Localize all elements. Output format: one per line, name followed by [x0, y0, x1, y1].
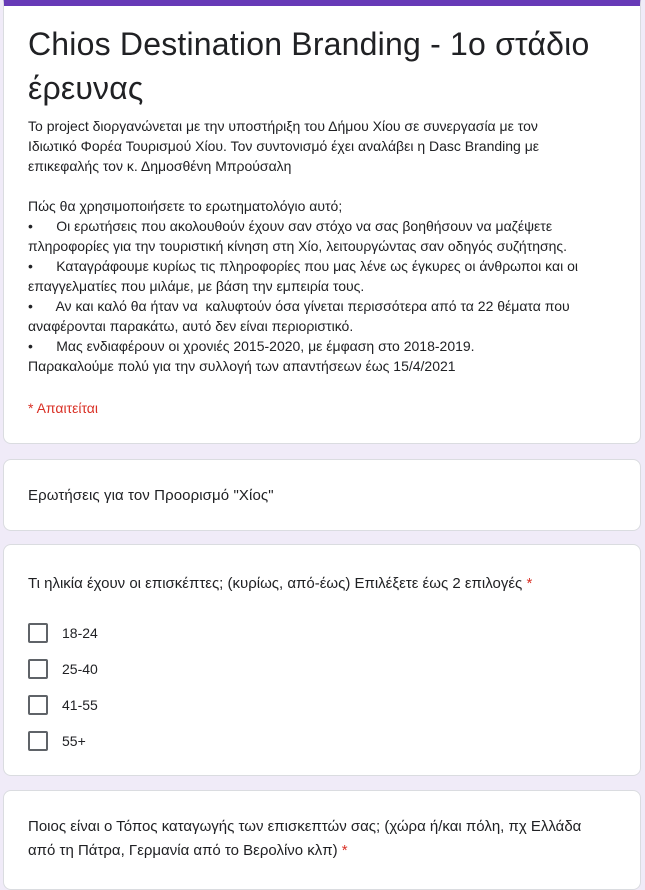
option-41-55[interactable]: [28, 687, 98, 723]
section-card: [3, 459, 641, 531]
required-asterisk: *: [341, 842, 348, 859]
description-line: • Οι ερωτήσεις που ακολουθούν έχουν σαν στόχο να σας βοηθήσουν να μαζέψετε: [28, 218, 553, 234]
checkbox-group: [28, 615, 98, 759]
option-label: 55+: [62, 733, 86, 749]
description-line: επαγγελματίες που μιλάμε, με βάση την εμπειρία τους.: [28, 278, 365, 294]
description-line: • Καταγράφουμε κυρίως τις πληροφορίες που μας λένε ως έγκυρες οι άνθρωποι και οι: [28, 258, 578, 274]
description-line: Παρακαλούμε πολύ για την συλλογή των απαντήσεων έως 15/4/2021: [28, 358, 456, 374]
required-note: * Απαιτείται: [28, 400, 98, 416]
description-line: Ιδιωτικό Φορέα Τουρισμού Χίου. Τον συντονισμό έχει αναλάβει η Dasc Branding με: [28, 138, 540, 154]
description-line: • Μας ενδιαφέρουν οι χρονιές 2015-2020, με έμφαση στο 2018-2019.: [28, 338, 475, 354]
checkbox[interactable]: [28, 623, 48, 643]
description-spacer: [28, 176, 624, 196]
question-text: Ποιος είναι ο Τόπος καταγωγής των επισκεπτών σας; (χώρα ή/και πόλη, πχ Ελλάδα από τη Πάτρα, Γερμανία από το Βερολίνο κλπ): [28, 818, 582, 859]
description-line: Πώς θα χρησιμοποιήσετε το ερωτηματολόγιο αυτό;: [28, 198, 343, 214]
option-label: 18-24: [62, 625, 98, 641]
checkbox[interactable]: [28, 695, 48, 715]
description-line: αναφέρονται παρακάτω, αυτό δεν είναι περιοριστικό.: [28, 318, 354, 334]
question-age-card: [3, 544, 641, 776]
form-title: Chios Destination Branding - 1ο στάδιο έρευνας: [28, 26, 590, 106]
form-header-card: [3, 0, 641, 444]
question-origin-card: [3, 790, 641, 890]
description-line: Το project διοργανώνεται με την υποστήριξη του Δήμου Χίου σε συνεργασία με τον: [28, 118, 538, 134]
option-label: 25-40: [62, 661, 98, 677]
option-55-plus[interactable]: [28, 723, 98, 759]
question-text: Τι ηλικία έχουν οι επισκέπτες; (κυρίως, από-έως) Επιλέξετε έως 2 επιλογές: [28, 575, 523, 592]
description-line: • Αν και καλό θα ήταν να καλυφτούν όσα γίνεται περισσότερα από τα 22 θέματα που: [28, 298, 570, 314]
checkbox[interactable]: [28, 659, 48, 679]
description-line: επικεφαλής τον κ. Δημοσθένη Μπρούσαλη: [28, 158, 292, 174]
form-description: [28, 116, 624, 376]
question-title: [28, 815, 608, 863]
required-asterisk: *: [526, 575, 533, 592]
option-label: 41-55: [62, 697, 98, 713]
section-title: Ερωτήσεις για τον Προορισμό "Χίος": [28, 487, 274, 504]
option-18-24[interactable]: [28, 615, 98, 651]
checkbox[interactable]: [28, 731, 48, 751]
option-25-40[interactable]: [28, 651, 98, 687]
description-line: πληροφορίες για την τουριστική κίνηση στη Χίο, λειτουργώντας σαν οδηγός συζήτησης.: [28, 238, 568, 254]
question-title: [28, 572, 618, 596]
